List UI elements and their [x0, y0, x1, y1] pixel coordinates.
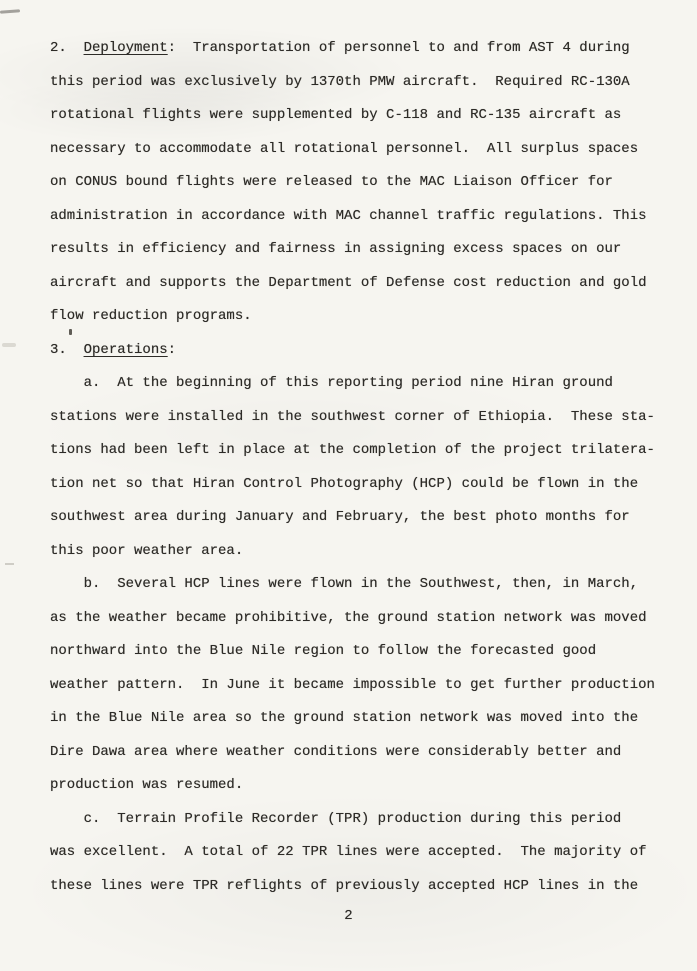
document-line	[50, 736, 667, 770]
scan-artifact-left-dash	[5, 563, 14, 565]
text-segment: these lines were TPR reflights of previously accepted HCP lines in the	[50, 877, 639, 894]
document-line	[50, 836, 667, 870]
document-line	[50, 568, 667, 602]
document-line	[50, 401, 667, 435]
text-segment: tion net so that Hiran Control Photography (HCP) could be flown in the	[50, 475, 639, 492]
document-line	[50, 334, 667, 368]
text-segment: results in efficiency and fairness in assigning excess spaces on our	[50, 241, 622, 257]
scan-artifact-left-smudge	[2, 343, 16, 347]
text-segment: stations were installed in the southwest corner of Ethiopia. These sta-	[50, 408, 655, 425]
document-line	[50, 32, 667, 66]
text-segment: in the Blue Nile area so the ground station network was moved into the	[50, 710, 639, 726]
text-segment: was excellent. A total of 22 TPR lines were accepted. The majority of	[50, 844, 647, 860]
text-segment: necessary to accommodate all rotational personnel. All surplus spaces	[50, 140, 639, 157]
text-segment: on CONUS bound flights were released to the MAC Liaison Officer for	[50, 174, 613, 190]
document-line	[50, 133, 667, 167]
page-number: 2	[344, 908, 353, 924]
text-segment: rotational flights were supplemented by C-118 and RC-135 aircraft as	[50, 107, 622, 123]
underlined-text: Operations	[83, 341, 168, 358]
text-segment: flow reduction programs.	[50, 308, 252, 324]
document-line	[50, 769, 667, 803]
underlined-text: Deployment	[83, 40, 168, 56]
document-line	[50, 99, 667, 133]
text-segment: this period was exclusively by 1370th PMW aircraft. Required RC-130A	[50, 73, 630, 90]
text-segment: aircraft and supports the Department of Defense cost reduction and gold	[50, 274, 647, 291]
text-segment: Dire Dawa area where weather conditions were considerably better and	[50, 743, 622, 760]
document-line	[50, 166, 667, 200]
text-segment: this poor weather area.	[50, 542, 244, 559]
document-line	[50, 233, 667, 267]
document-line	[50, 200, 667, 234]
text-segment: weather pattern. In June it became impossible to get further production	[50, 676, 655, 693]
text-segment: administration in accordance with MAC channel traffic regulations. This	[50, 207, 647, 224]
document-line	[50, 434, 667, 468]
document-line	[50, 501, 667, 535]
text-segment: tions had been left in place at the completion of the project trilatera-	[50, 442, 655, 458]
text-segment: :	[167, 341, 177, 358]
text-segment: a. At the beginning of this reporting period nine Hiran ground	[50, 375, 613, 391]
text-segment: c. Terrain Profile Recorder (TPR) production during this period	[50, 810, 622, 827]
text-segment: 2.	[50, 40, 84, 56]
document-line	[50, 602, 667, 636]
text-segment: 3.	[50, 341, 84, 358]
document-line	[50, 300, 667, 334]
document-line	[50, 468, 667, 502]
document-body	[50, 32, 667, 903]
scan-artifact-top-dash	[0, 9, 20, 13]
document-line	[50, 702, 667, 736]
text-segment: : Transportation of personnel to and from AST 4 during	[167, 40, 630, 56]
text-segment: production was resumed.	[50, 777, 244, 793]
document-line	[50, 535, 667, 569]
document-line	[50, 267, 667, 301]
document-line	[50, 66, 667, 100]
text-segment: southwest area during January and February, the best photo months for	[50, 509, 630, 525]
document-line	[50, 870, 667, 904]
document-line	[50, 635, 667, 669]
text-segment: b. Several HCP lines were flown in the Southwest, then, in March,	[50, 576, 639, 592]
document-line	[50, 367, 667, 401]
text-segment: as the weather became prohibitive, the ground station network was moved	[50, 609, 647, 626]
text-segment: northward into the Blue Nile region to follow the forecasted good	[50, 643, 597, 659]
document-line	[50, 669, 667, 703]
document-line	[50, 803, 667, 837]
